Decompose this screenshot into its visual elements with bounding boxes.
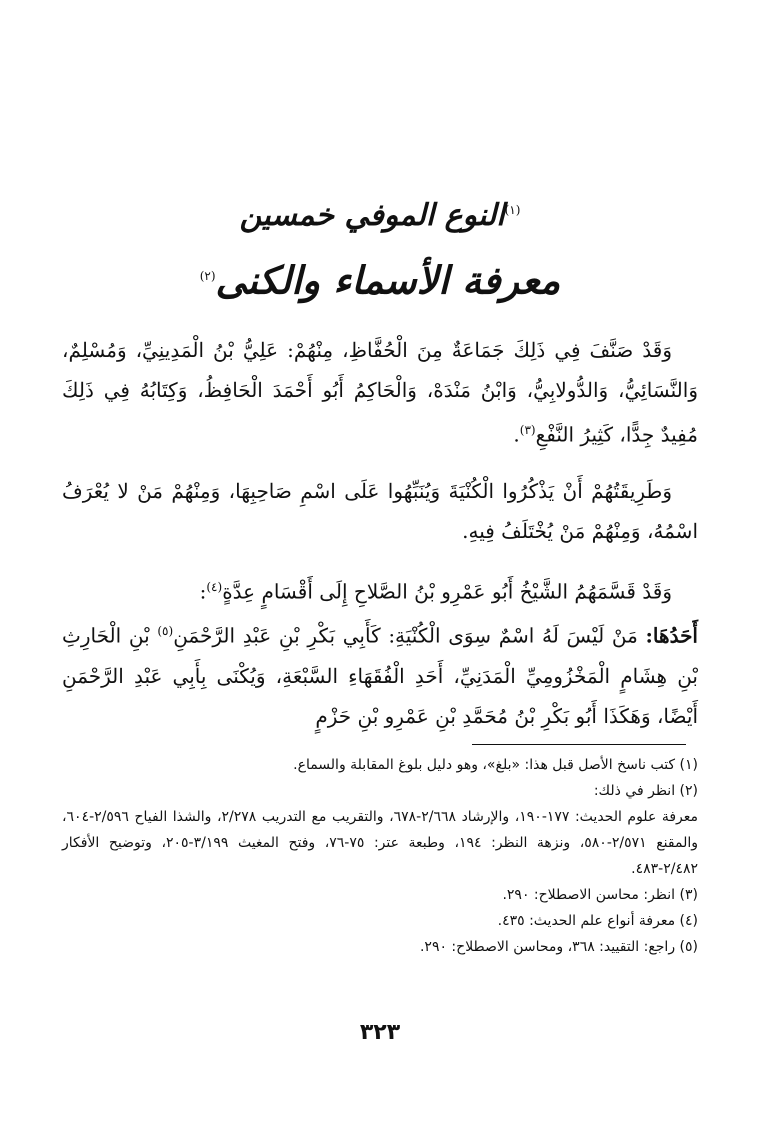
main-text [62,330,698,736]
item-first-label: أَحَدُهَا: [645,623,698,648]
chapter-title-text: معرفة الأسماء والكنى [215,257,561,303]
item-first [62,611,698,736]
item-first-text-b: بْنِ الْحَارِثِ بْنِ هِشَامٍ الْمَخْزُومِيِّ الْمَدَنِيِّ، أَحَدِ الْفُقَهَاءِ السَّبْعَةِ، وَيُكْنَى بِأَبِي عَبْدِ الرَّحْمَنِ أَيْضًا، وَهَكَذَا أَبُو بَكْرِ بْنُ مُحَمَّدِ بْنِ عَمْرِو بْنِ حَزْمٍ [62,623,698,728]
item-first-text-a: مَنْ لَيْسَ لَهُ اسْمٌ سِوَى الْكُنْيَةِ: كَأَبِي بَكْرِ بْنِ عَبْدِ الرَّحْمَنِ [173,623,638,648]
item-first-note: (٥) [157,624,174,639]
footnote-5: (٥) راجع: التقييد: ٣٦٨، ومحاسن الاصطلاح: ٢٩٠. [419,939,698,955]
footnote-3: (٣) انظر: محاسن الاصطلاح: ٢٩٠. [502,887,698,903]
paragraph-1-note: (٣) [519,423,536,437]
chapter-title [0,248,760,309]
footnotes [62,752,698,960]
paragraph-3-text: وَقَدْ قَسَّمَهُمُ الشَّيْخُ أَبُو عَمْرِو بْنُ الصَّلاحِ إِلَى أَقْسَامٍ عِدَّةٍ [222,579,672,604]
paragraph-2 [62,471,698,551]
footnote-2-references: معرفة علوم الحديث: ١٧٧-١٩٠، والإرشاد ٢/٦٦٨-٦٧٨، والتقريب مع التدريب ٢/٢٧٨، والشذا الفياح ٢/٥٩٦-٦٠٤، والمقنع ٢/٥٧١-٥٨٠، ونزهة النظر: ١٩٤، وطبعة عتر: ٧٥-٧٦، وفتح المغيث ٣/١٩٩-٢٠٥، وتوضيح الأفكار ٢/٤٨٢-٤٨٣. [62,809,698,877]
paragraph-1-text: وَقَدْ صَنَّفَ فِي ذَلِكَ جَمَاعَةٌ مِنَ الْحُفَّاظِ، مِنْهُمْ: عَلِيُّ بْنُ الْمَدِينِيِّ، وَمُسْلِمٌ، وَالنَّسَائِيُّ، وَالدُّولابِيُّ، وَابْنُ مَنْدَهْ، وَالْحَاكِمُ أَبُو أَحْمَدَ الْحَافِظُ، وَكِتَابُهُ فِي ذَلِكَ مُفِيدٌ جِدًّا، كَثِيرُ النَّفْعِ [62,338,698,447]
chapter-heading [0,188,760,309]
footnote-4: (٤) معرفة أنواع علم الحديث: ٤٣٥. [497,913,698,929]
chapter-label [0,188,760,238]
paragraph-2-text: وَطَرِيقَتُهُمْ أَنْ يَذْكُرُوا الْكُنْيَةَ وَيُنَبِّهُوا عَلَى اسْمِ صَاحِبِهَا، وَمِنْهُمْ مَنْ لا يُعْرَفُ اسْمُهُ، وَمِنْهُمْ مَنْ يُخْتَلَفُ فِيهِ. [62,478,698,543]
chapter-label-note: (١) [504,203,521,217]
chapter-label-text: النوع الموفي خمسين [239,198,505,233]
paragraph-1: وَقَدْ صَنَّفَ فِي ذَلِكَ جَمَاعَةٌ مِنَ الْحُفَّاظِ، مِنْهُمْ: عَلِيُّ بْنُ الْمَدِينِيِّ، وَمُسْلِمٌ، وَالنَّسَائِيُّ، وَالدُّولابِيُّ، وَابْنُ مَنْدَهْ، وَالْحَاكِمُ أَبُو أَحْمَدَ الْحَافِظُ، وَكِتَابُهُ فِي ذَلِكَ مُفِيدٌ جِدًّا، كَثِيرُ النَّفْعِ$^{(٣)}$. [62,338,698,447]
footnote-1: (١) كتب ناسخ الأصل قبل هذا: «بلغ»، وهو دليل بلوغ المقابلة والسماع. [293,757,698,773]
paragraph-3-tail: : [199,579,207,604]
paragraph-3-note: (٤) [206,579,223,594]
footnote-2: (٢) انظر في ذلك: [593,783,698,799]
page-number: ٣٢٣ [359,1020,401,1045]
footnote-divider [472,744,686,745]
paragraph-3 [62,567,698,612]
chapter-title-note: (٢) [199,269,216,283]
